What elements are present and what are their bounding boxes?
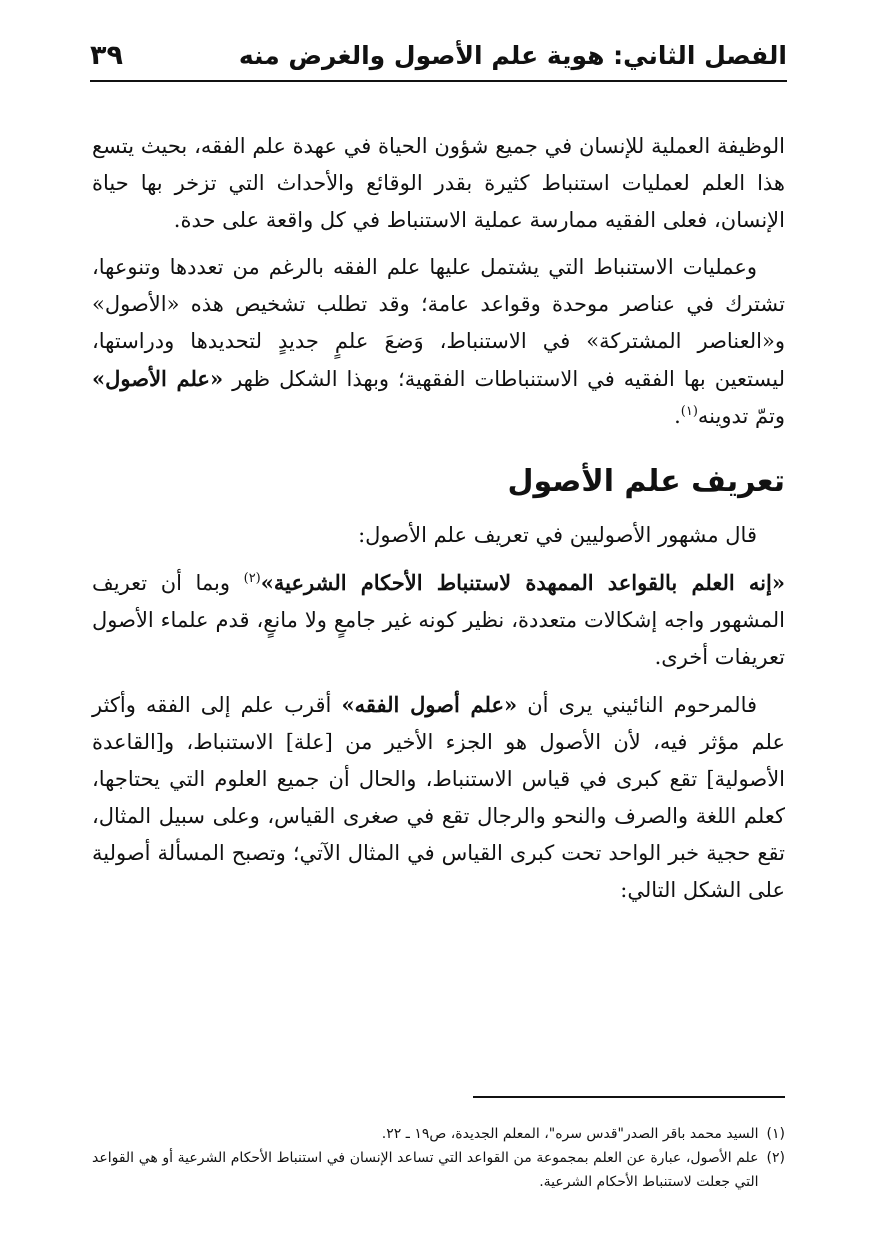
paragraph-5 [92,686,785,909]
term-usul-al-fiqh: «علم أصول الفقه» [341,692,518,717]
paragraph-2-main: وعمليات الاستنباط التي يشتمل عليها علم الفقه بالرغم من تعددها وتنوعها، تشترك في عناصر موحدة وقواعد عامة؛ وقد تطلب تشخيص هذه «الأصول» و«العناصر المشتركة» في الاستنباط، وَضعَ علمٍ جديدٍ لتحديدها ودراستها، ليستعين بها الفقيه في الاستنباطات الفقهية؛ وبهذا الشكل ظهر [92,255,785,391]
section-heading: تعريف علم الأصول [507,464,785,499]
definition-quote: «إنه العلم بالقواعد الممهدة لاستنباط الأحكام الشرعية» [260,570,785,595]
footnote-ref-1[interactable]: (١) [680,404,698,419]
footnote-separator [473,1096,785,1098]
footnote-ref-2[interactable]: (٢) [243,571,261,586]
footnote-1-number: (١) [766,1126,785,1142]
term-ilm-al-usul: «علم الأصول» [92,366,224,391]
paragraph-2 [92,249,785,435]
paragraph-4-rest: وبما أن تعريف المشهور واجه إشكالات متعددة، نظير كونه غير جامعٍ ولا مانعٍ، قدم علماء الأصول تعريفات أخرى. [92,571,785,669]
paragraph-5-rest: أقرب علم إلى الفقه وأكثر علم مؤثر فيه، لأن الأصول هو الجزء الأخير من [علة] الاستنباط، و[القاعدة الأصولية] تقع كبرى في قياس الاستنباط، والحال أن جميع العلوم التي يحتاجها، كعلم اللغة والصرف والنحو والرجال تقع في صغرى القياس، وعلى سبيل المثال، تقع حجية خبر الواحد تحت كبرى القياس في المثال الآتي؛ وتصبح المسألة أصولية على الشكل التالي: [92,693,785,902]
paragraph-2-tail: وتمّ تدوينه [697,404,785,428]
footnote-2-number: (٢) [766,1150,785,1166]
footnotes [92,1122,785,1194]
page-body [92,128,785,919]
paragraph-2-end: . [674,404,681,428]
paragraph-4 [92,564,785,676]
footnote-2-text: علم الأصول، عبارة عن العلم بمجموعة من القواعد التي تساعد الإنسان في استنباط الأحكام الشرعية أو هي القواعد التي جعلت لاستنباط الأحكام الشرعية. [92,1150,759,1190]
running-title: الفصل الثاني: هوية علم الأصول والغرض منه [238,40,787,70]
page-header [90,30,787,82]
paragraph-3: قال مشهور الأصوليين في تعريف علم الأصول: [358,523,757,547]
paragraph-5-start: فالمرحوم النائيني يرى أن [517,693,758,717]
paragraph-1: الوظيفة العملية للإنسان في جميع شؤون الحياة في عهدة علم الفقه، بحيث يتسع هذا العلم لعمليات استنباط كثيرة بقدر الوقائع والأحداث التي تزخر بها حياة الإنسان، فعلى الفقيه ممارسة عملية الاستنباط في كل واقعة على حدة. [92,134,785,232]
footnote-1 [92,1122,785,1146]
page-number: ٣٩ [90,39,123,71]
footnote-1-text: السيد محمد باقر الصدر"قدس سره"، المعلم الجديدة، ص١٩ ـ ٢٢. [381,1126,759,1142]
footnote-2 [92,1146,785,1194]
